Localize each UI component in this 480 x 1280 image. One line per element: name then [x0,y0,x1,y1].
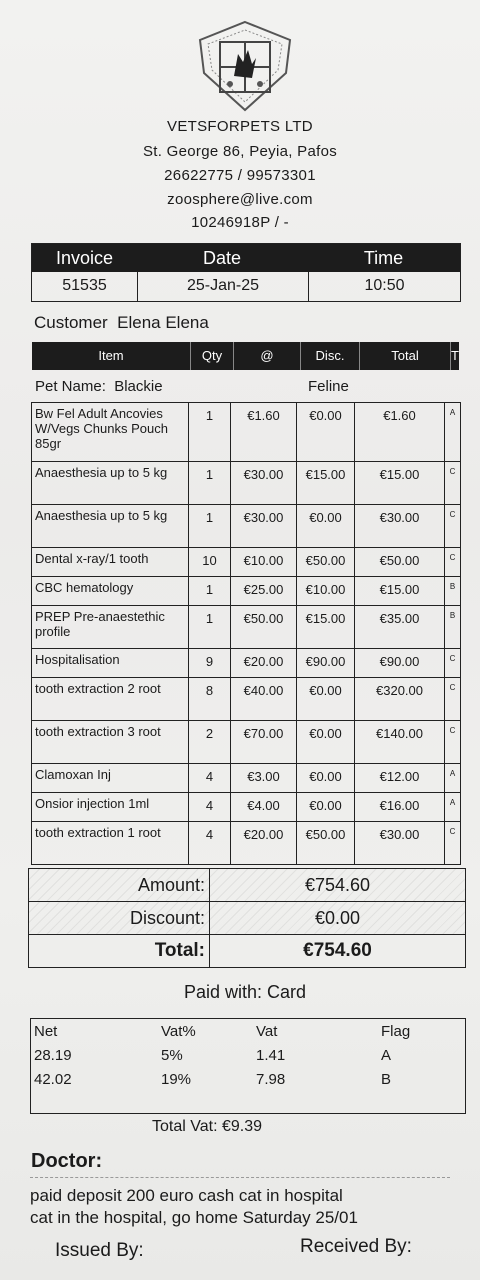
item-unit-price: €25.00 [230,577,296,605]
paid-with: Paid with: Card [183,982,307,1002]
item-name: tooth extraction 3 root [31,721,188,763]
item-qty: 10 [188,548,230,576]
pet-name: Blackie [114,378,163,395]
item-discount: €0.00 [296,403,354,461]
issued-by-label: Issued By: [55,1240,144,1261]
total-vat: Total Vat: €9.39 [152,1118,262,1135]
item-unit-price: €70.00 [230,721,296,763]
items-table [31,402,461,865]
vat-amount-header: Vat [256,1023,278,1040]
vat-row [31,1043,465,1067]
item-qty: 1 [188,403,230,461]
amount-row [29,869,465,901]
item-total: €140.00 [354,721,444,763]
item-row [31,649,461,678]
item-name: Anaesthesia up to 5 kg [31,505,188,547]
time-label: Time [363,248,404,268]
item-tax-flag: C [444,822,461,864]
item-total: €15.00 [354,577,444,605]
pet-line [35,378,163,395]
pet-label: Pet Name: [35,378,106,395]
item-unit-price: €10.00 [230,548,296,576]
discount-value: €0.00 [314,908,361,928]
item-name: tooth extraction 1 root [31,822,188,864]
vat-flag: A [381,1047,392,1064]
item-row [31,822,461,865]
item-tax-flag: A [444,793,461,821]
item-total: €50.00 [354,548,444,576]
item-name: CBC hematology [31,577,188,605]
totals-table [28,868,466,968]
item-row [31,462,461,505]
item-unit-price: €30.00 [230,462,296,504]
item-total: €16.00 [354,793,444,821]
item-tax-flag: C [444,505,461,547]
item-discount: €0.00 [296,505,354,547]
item-tax-flag: A [444,764,461,792]
item-total: €30.00 [354,822,444,864]
item-row [31,678,461,721]
vat-header-row [31,1019,465,1043]
invoice-time: 10:50 [364,277,405,294]
company-phones: 26622775 / 99573301 [164,167,316,184]
received-by-label: Received By: [300,1236,412,1257]
item-discount: €0.00 [296,764,354,792]
item-total: €15.00 [354,462,444,504]
item-row [31,505,461,548]
col-item: Item [32,342,191,370]
item-name: Hospitalisation [31,649,188,677]
vat-net-header: Net [34,1023,58,1040]
item-unit-price: €4.00 [230,793,296,821]
discount-label: Discount: [29,902,210,934]
item-name: Onsior injection 1ml [31,793,188,821]
item-qty: 1 [188,462,230,504]
vat-amount: 7.98 [256,1071,286,1088]
col-discount: Disc. [301,342,360,370]
company-email: zoosphere@live.com [167,191,313,208]
vetsforpets-logo [190,18,300,118]
item-tax-flag: C [444,548,461,576]
vat-pct: 19% [161,1071,192,1088]
col-price: @ [234,342,301,370]
item-discount: €15.00 [296,462,354,504]
item-total: €1.60 [354,403,444,461]
invoice-label: Invoice [55,248,114,268]
item-qty: 2 [188,721,230,763]
customer-name: Elena Elena [117,313,209,332]
total-label: Total: [29,935,210,967]
item-name: Clamoxan Inj [31,764,188,792]
vat-net: 42.02 [34,1071,72,1088]
item-discount: €15.00 [296,606,354,648]
item-discount: €50.00 [296,548,354,576]
amount-label: Amount: [29,869,210,901]
item-row [31,577,461,606]
customer-line [34,313,209,333]
total-value: €754.60 [303,940,372,961]
item-tax-flag: C [444,462,461,504]
item-total: €30.00 [354,505,444,547]
item-discount: €0.00 [296,793,354,821]
vat-table [30,1018,466,1114]
item-row [31,548,461,577]
item-tax-flag: B [444,577,461,605]
vat-pct: 5% [161,1047,183,1064]
doctor-label: Doctor: [31,1150,103,1172]
vat-flag-header: Flag [381,1023,411,1040]
pet-species: Feline [308,378,349,395]
item-row [31,606,461,649]
total-row [29,934,465,967]
item-total: €35.00 [354,606,444,648]
item-unit-price: €20.00 [230,649,296,677]
vat-pct-header: Vat% [161,1023,196,1040]
invoice-date: 25-Jan-25 [138,272,309,301]
item-unit-price: €50.00 [230,606,296,648]
item-unit-price: €40.00 [230,678,296,720]
item-qty: 1 [188,606,230,648]
item-name: PREP Pre-anaestethic profile [31,606,188,648]
item-qty: 1 [188,505,230,547]
item-qty: 4 [188,764,230,792]
vat-flag: B [381,1071,392,1088]
note-line: cat in the hospital, go home Saturday 25/01 [30,1208,358,1227]
item-qty: 4 [188,793,230,821]
doctor-divider [30,1177,450,1178]
company-reg-number: 10246918P / - [191,214,289,231]
item-tax-flag: C [444,649,461,677]
vat-row [31,1067,465,1091]
company-name: VETSFORPETS LTD [167,118,313,135]
item-total: €90.00 [354,649,444,677]
customer-label: Customer [34,313,108,332]
item-row [31,793,461,822]
item-tax-flag: C [444,678,461,720]
item-tax-flag: C [444,721,461,763]
company-address: St. George 86, Peyia, Pafos [142,143,338,160]
item-unit-price: €1.60 [230,403,296,461]
item-name: tooth extraction 2 root [31,678,188,720]
item-total: €320.00 [354,678,444,720]
item-qty: 1 [188,577,230,605]
item-qty: 8 [188,678,230,720]
vat-amount: 1.41 [256,1047,286,1064]
item-row [31,721,461,764]
item-discount: €50.00 [296,822,354,864]
item-unit-price: €30.00 [230,505,296,547]
item-qty: 4 [188,822,230,864]
item-unit-price: €20.00 [230,822,296,864]
item-row [31,403,461,462]
item-total: €12.00 [354,764,444,792]
item-qty: 9 [188,649,230,677]
col-qty: Qty [191,342,234,370]
item-discount: €0.00 [296,678,354,720]
amount-value: €754.60 [304,875,371,895]
item-discount: €10.00 [296,577,354,605]
item-name: Anaesthesia up to 5 kg [31,462,188,504]
note-line: paid deposit 200 euro cash cat in hospital [30,1186,343,1205]
item-discount: €90.00 [296,649,354,677]
item-name: Dental x-ray/1 tooth [31,548,188,576]
item-unit-price: €3.00 [230,764,296,792]
items-table-header [32,342,459,370]
item-tax-flag: A [444,403,461,461]
item-name: Bw Fel Adult Ancovies W/Vegs Chunks Pouch 85gr [31,403,188,461]
invoice-header-table [31,243,461,302]
date-label: Date [202,248,242,268]
col-total: Total [360,342,451,370]
item-row [31,764,461,793]
col-tax-flag: T [451,348,459,363]
discount-row [29,901,465,934]
item-tax-flag: B [444,606,461,648]
vat-net: 28.19 [34,1047,72,1064]
item-discount: €0.00 [296,721,354,763]
invoice-number: 51535 [32,272,138,301]
